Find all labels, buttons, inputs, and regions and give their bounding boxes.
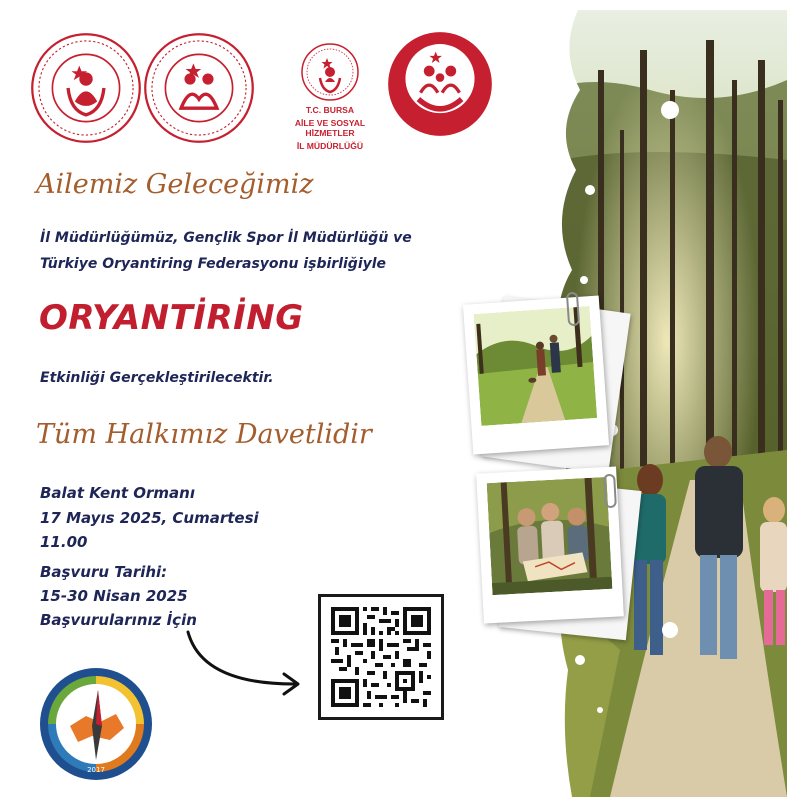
- invitation-heading: Tüm Halkımız Davetlidir: [36, 419, 372, 450]
- directorate-name-line-1: T.C. BURSA: [305, 105, 355, 115]
- directorate-emblem-icon: [300, 42, 360, 102]
- qr-code-icon: [331, 607, 431, 707]
- youth-sports-ministry-seal-icon: [143, 32, 255, 144]
- application-cta: Başvurularınız İçin: [40, 611, 197, 629]
- event-title: ORYANTİRİNG: [39, 298, 304, 338]
- family-year-logo-icon: [386, 30, 494, 138]
- event-location: Balat Kent Ormanı: [40, 484, 195, 502]
- application-label: Başvuru Tarihi:: [40, 563, 168, 581]
- paper-clip-icon: [603, 474, 617, 509]
- orienteering-club-logo-icon: [38, 666, 154, 782]
- intro-line-1: İl Müdürlüğümüz, Gençlik Spor İl Müdürlüğü ve: [40, 230, 412, 246]
- family-ministry-seal-icon: [30, 32, 142, 144]
- polaroid-kids-map: [476, 466, 624, 623]
- directorate-name-line-3: İL MÜDÜRLÜĞÜ: [296, 141, 364, 151]
- directorate-logo: [283, 42, 377, 151]
- event-note: Etkinliği Gerçekleştirilecektir.: [40, 370, 274, 386]
- slogan-heading: Ailemiz Geleceğimiz: [36, 169, 314, 200]
- intro-line-2: Türkiye Oryantiring Federasyonu işbirliğiyle: [40, 256, 387, 272]
- directorate-name-line-2: AİLE VE SOSYAL HİZMETLER: [294, 118, 366, 138]
- polaroid-walking-family: [463, 295, 609, 454]
- event-date: 17 Mayıs 2025, Cumartesi: [40, 509, 259, 527]
- club-year: 2017: [87, 766, 105, 774]
- application-dates: 15-30 Nisan 2025: [40, 587, 188, 605]
- event-time: 11.00: [40, 533, 88, 551]
- qr-code[interactable]: [318, 594, 444, 720]
- paper-clip-icon: [566, 292, 580, 327]
- pointer-arrow-icon: [184, 628, 320, 698]
